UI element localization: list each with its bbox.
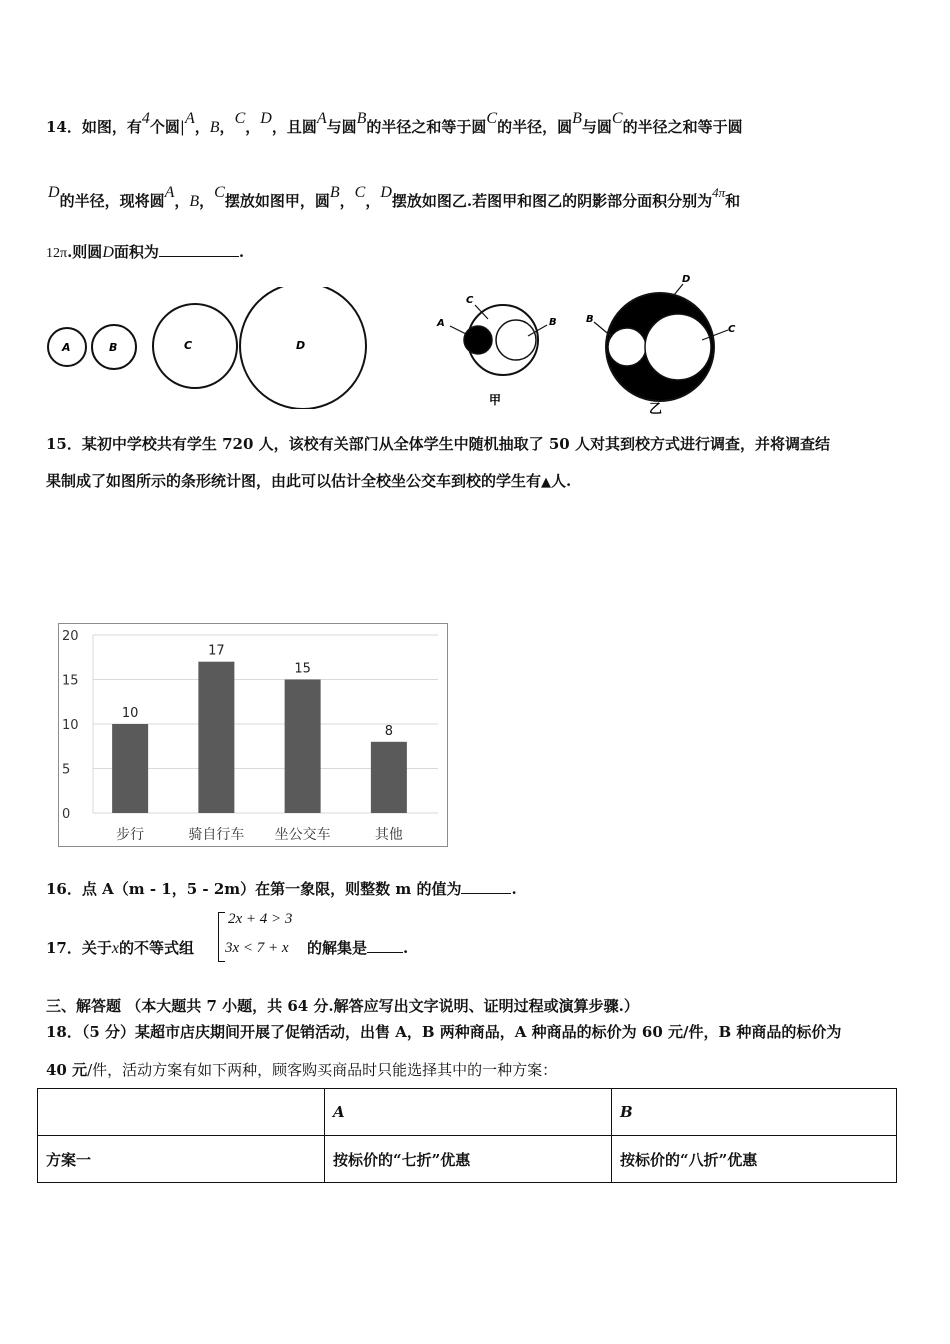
q14-figure-yi xyxy=(582,270,742,418)
q14-answer-blank xyxy=(159,256,239,257)
q14-line1: 14．如图，有4个圆|A，B，C，D，且圆A与圆B的半径之和等于圆C的半径，圆B与圆C的半径之和等于圆 xyxy=(46,110,743,136)
x-category-label: 其他 xyxy=(374,827,403,843)
answer-triangle: ▲ xyxy=(541,475,552,490)
table-cell: 按标价的“八折”优惠 xyxy=(612,1136,897,1183)
q17-brace xyxy=(218,912,225,962)
bar-value-label: 10 xyxy=(121,706,139,721)
table-header-row xyxy=(38,1089,897,1136)
q17-prefix: 17．关于x的不等式组 xyxy=(46,939,194,957)
bar-value-label: 15 xyxy=(294,661,311,677)
table-header-cell: B xyxy=(612,1089,897,1136)
yi-label-d: D xyxy=(682,274,691,285)
jia-label-a: A xyxy=(437,318,445,329)
label-c: C xyxy=(184,339,193,352)
q17-answer-blank xyxy=(367,952,403,953)
table-header-cell: A xyxy=(325,1089,612,1136)
offer-table xyxy=(37,1088,897,1183)
label-b: B xyxy=(109,341,118,354)
circle-c xyxy=(153,304,237,388)
bar-3 xyxy=(371,742,407,813)
q16: 16．点 A（m - 1，5 - 2m）在第一象限，则整数 m 的值为 . xyxy=(46,880,517,898)
q18-line1: 18．（5 分）某超市店庆期间开展了促销活动，出售 A，B 两种商品，A 种商品的标价为 60 元/件，B 种商品的标价为 xyxy=(46,1023,842,1041)
yi-label-c: C xyxy=(728,324,736,335)
q14-line3: 12π.则圆D面积为 . xyxy=(46,243,245,261)
q14-number: 14． xyxy=(46,118,82,136)
bar-1 xyxy=(198,662,234,813)
yi-label-b: B xyxy=(586,314,594,325)
x-category-label: 步行 xyxy=(116,827,145,843)
y-tick-label: 20 xyxy=(62,629,79,644)
yi-caption: 乙 xyxy=(649,402,663,417)
label-a: A xyxy=(62,341,71,354)
table-header-cell xyxy=(38,1089,325,1136)
y-tick-label: 15 xyxy=(62,673,79,689)
section-3-heading: 三、解答题 （本大题共 7 小题，共 64 分.解答应写出文字说明、证明过程或演算步骤.） xyxy=(46,997,639,1015)
jia-label-c: C xyxy=(466,295,474,306)
bar-2 xyxy=(285,680,321,814)
q14-line2: D的半径，现将圆A，B，C摆放如图甲，圆B，C，D摆放如图乙.若图甲和图乙的阴影部分面积分别为4π和 xyxy=(48,184,741,210)
q14-circles-figure xyxy=(44,287,374,409)
bar-value-label: 17 xyxy=(208,643,225,659)
x-category-label: 骑自行车 xyxy=(188,827,245,843)
x-category-label: 坐公交车 xyxy=(274,827,331,843)
q17-suffix: 的解集是 . xyxy=(307,939,409,957)
q15-line2: 果制成了如图所示的条形统计图，由此可以估计全校坐公交车到校的学生有▲人. xyxy=(46,472,572,490)
table-cell: 方案一 xyxy=(38,1136,325,1183)
q15-line1: 15．某初中学校共有学生 720 人，该校有关部门从全体学生中随机抽取了 50 人对其到校方式进行调查，并将调查结 xyxy=(46,435,830,453)
y-tick-label: 5 xyxy=(62,762,71,778)
jia-label-b: B xyxy=(549,317,557,328)
bar-chart xyxy=(58,623,448,847)
q18-line2: 40 元/件，活动方案有如下两种，顾客购买商品时只能选择其中的一种方案： xyxy=(46,1061,558,1079)
label-d: D xyxy=(296,339,306,352)
q17-ineq1: 2x + 4 > 3 xyxy=(228,911,293,927)
bar-value-label: 8 xyxy=(384,723,394,739)
q16-answer-blank xyxy=(461,893,511,894)
bar-0 xyxy=(112,724,148,813)
q14-figure-jia xyxy=(430,288,565,410)
q17-ineq2: 3x < 7 + x xyxy=(225,940,289,956)
jia-caption: 甲 xyxy=(489,393,502,407)
y-tick-label: 0 xyxy=(62,807,71,822)
table-cell: 按标价的“七折”优惠 xyxy=(325,1136,612,1183)
table-row xyxy=(38,1136,897,1183)
y-tick-label: 10 xyxy=(62,718,79,733)
